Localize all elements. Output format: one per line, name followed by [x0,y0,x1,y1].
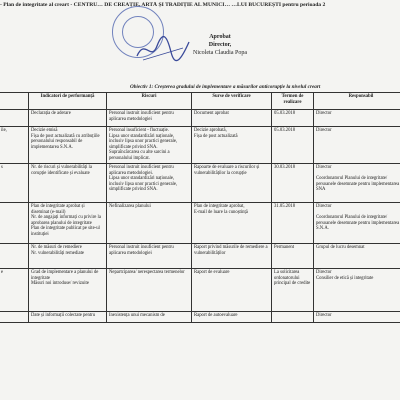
table-cell: Raport privind măsurile de remediere a vulnerabilităților [192,244,272,269]
table-row [0,244,400,269]
table-cell: Nefinalizarea planului [107,203,192,244]
table-cell [0,244,29,269]
table-cell: Nr. de riscuri și vulnerabilități la corupție identificate și evaluate [29,164,107,203]
table-cell: Grupul de lucru desemnat [314,244,400,269]
table-cell: Director [314,127,400,164]
table-cell: Personal instruit insuficient pentru aplicarea metodologiei [107,244,192,269]
table-cell: 05.03.2018 [272,127,314,164]
page-title: - Plan de integritate al creart - CENTRU… DE CREAȚIE, ARTĂ ȘI TRADIȚIE AL MUNICI… …LUI BUCUREȘTI pentru perioada 2 [0,2,326,8]
table-cell [0,312,29,323]
table-cell: Document aprobat [192,110,272,127]
table-cell: Grad de implementare a planului de integritate Măsuri noi introduse/ revizuite [29,269,107,312]
table-cell: Plan de integritate aprobat, E-mail de luare la cunoștință [192,203,272,244]
table-cell [0,203,29,244]
table-cell: La solicitarea ordonatorului principal de credite [272,269,314,312]
table-cell: Raport de evaluare [192,269,272,312]
table-cell: Director [314,312,400,323]
approval-name: Nicoleta Claudia Popa [193,50,247,56]
table-row [0,164,400,203]
table-header: Termen de realizare [272,93,314,110]
table-row [0,110,400,127]
table-cell: ile, [0,127,29,164]
table-cell [272,312,314,323]
table-cell: 05.03.2018 [272,110,314,127]
table-header: Responsabil [314,93,400,110]
table-cell: Decizie emisă Fișa de post actualizată cu atribuțiile personalului responsabil de implementarea S.N.A. [29,127,107,164]
table-header: Surse de verificare [192,93,272,110]
table-cell: Rapoarte de evaluare a riscurilor și vulnerabilităților la corupție [192,164,272,203]
objective-heading: Obiectiv 1: Creșterea gradului de implementare a măsurilor anticorupție la nivelul creart [130,84,321,90]
approval-role: Director, [208,42,232,48]
table-header: Riscuri [107,93,192,110]
table-cell: Decizie aprobată, Fișa de post actualizată [192,127,272,164]
table-row [0,127,400,164]
table-cell [0,110,29,127]
table-cell: s [0,164,29,203]
table-cell: Director Coordonatorul Planului de integritate/ persoanele desemnate pentru implementarea SNA [314,164,400,203]
table-cell: Plan de integritate aprobat și diseminat (e-mail) Nr. de angajați informați cu privire la aprobarea planului de integritate Plan de integritate publicat pe site-ul instituției [29,203,107,244]
integrity-plan-table [0,92,400,323]
table-cell: e [0,269,29,312]
table-cell: Nepartciparea/ nerespectarea termenelor [107,269,192,312]
approval-block [180,33,260,57]
table-header-row [0,93,400,110]
table-cell: Nr. de măsuri de remediere Nr. vulnerabilități remediate [29,244,107,269]
table-cell: Personal insuficient - fluctuație. Lipsa unor standardizări naționale, inclusiv lipsa unor practici generale, simplificate privind SNA. Supraîncărcarea cu alte sarcini a personalului implicat. [107,127,192,164]
table-cell: Personal instruit insuficient pentru aplicarea metodologiei [107,110,192,127]
table-cell: Director [314,110,400,127]
table-cell: Declarația de aderare [29,110,107,127]
table-cell: Date și informații colectate pentru [29,312,107,323]
table-cell: Raport de autoevaluare [192,312,272,323]
table-row [0,269,400,312]
table-row [0,312,400,323]
approval-label: Aprobat [209,34,231,40]
table-header [0,93,29,110]
table-cell: Inexistența unui mecanism de [107,312,192,323]
table-cell: Director Coordonatorul Planului de integritate/ persoanele desemnate pentru implementarea S.N.A. [314,203,400,244]
table-cell: 30.03.2018 [272,164,314,203]
table-header: Indicatori de performanță [29,93,107,110]
table-cell: 31.05.2018 [272,203,314,244]
table-cell: Personal instruit insuficient pentru aplicarea metodologiei. Lipsa unor standardizări naționale, inclusiv lipsa unor practici generale, simplificate privind SNA. [107,164,192,203]
table-cell: Director Consilier de etică și integritate [314,269,400,312]
table-cell: Permanent [272,244,314,269]
table-row [0,203,400,244]
